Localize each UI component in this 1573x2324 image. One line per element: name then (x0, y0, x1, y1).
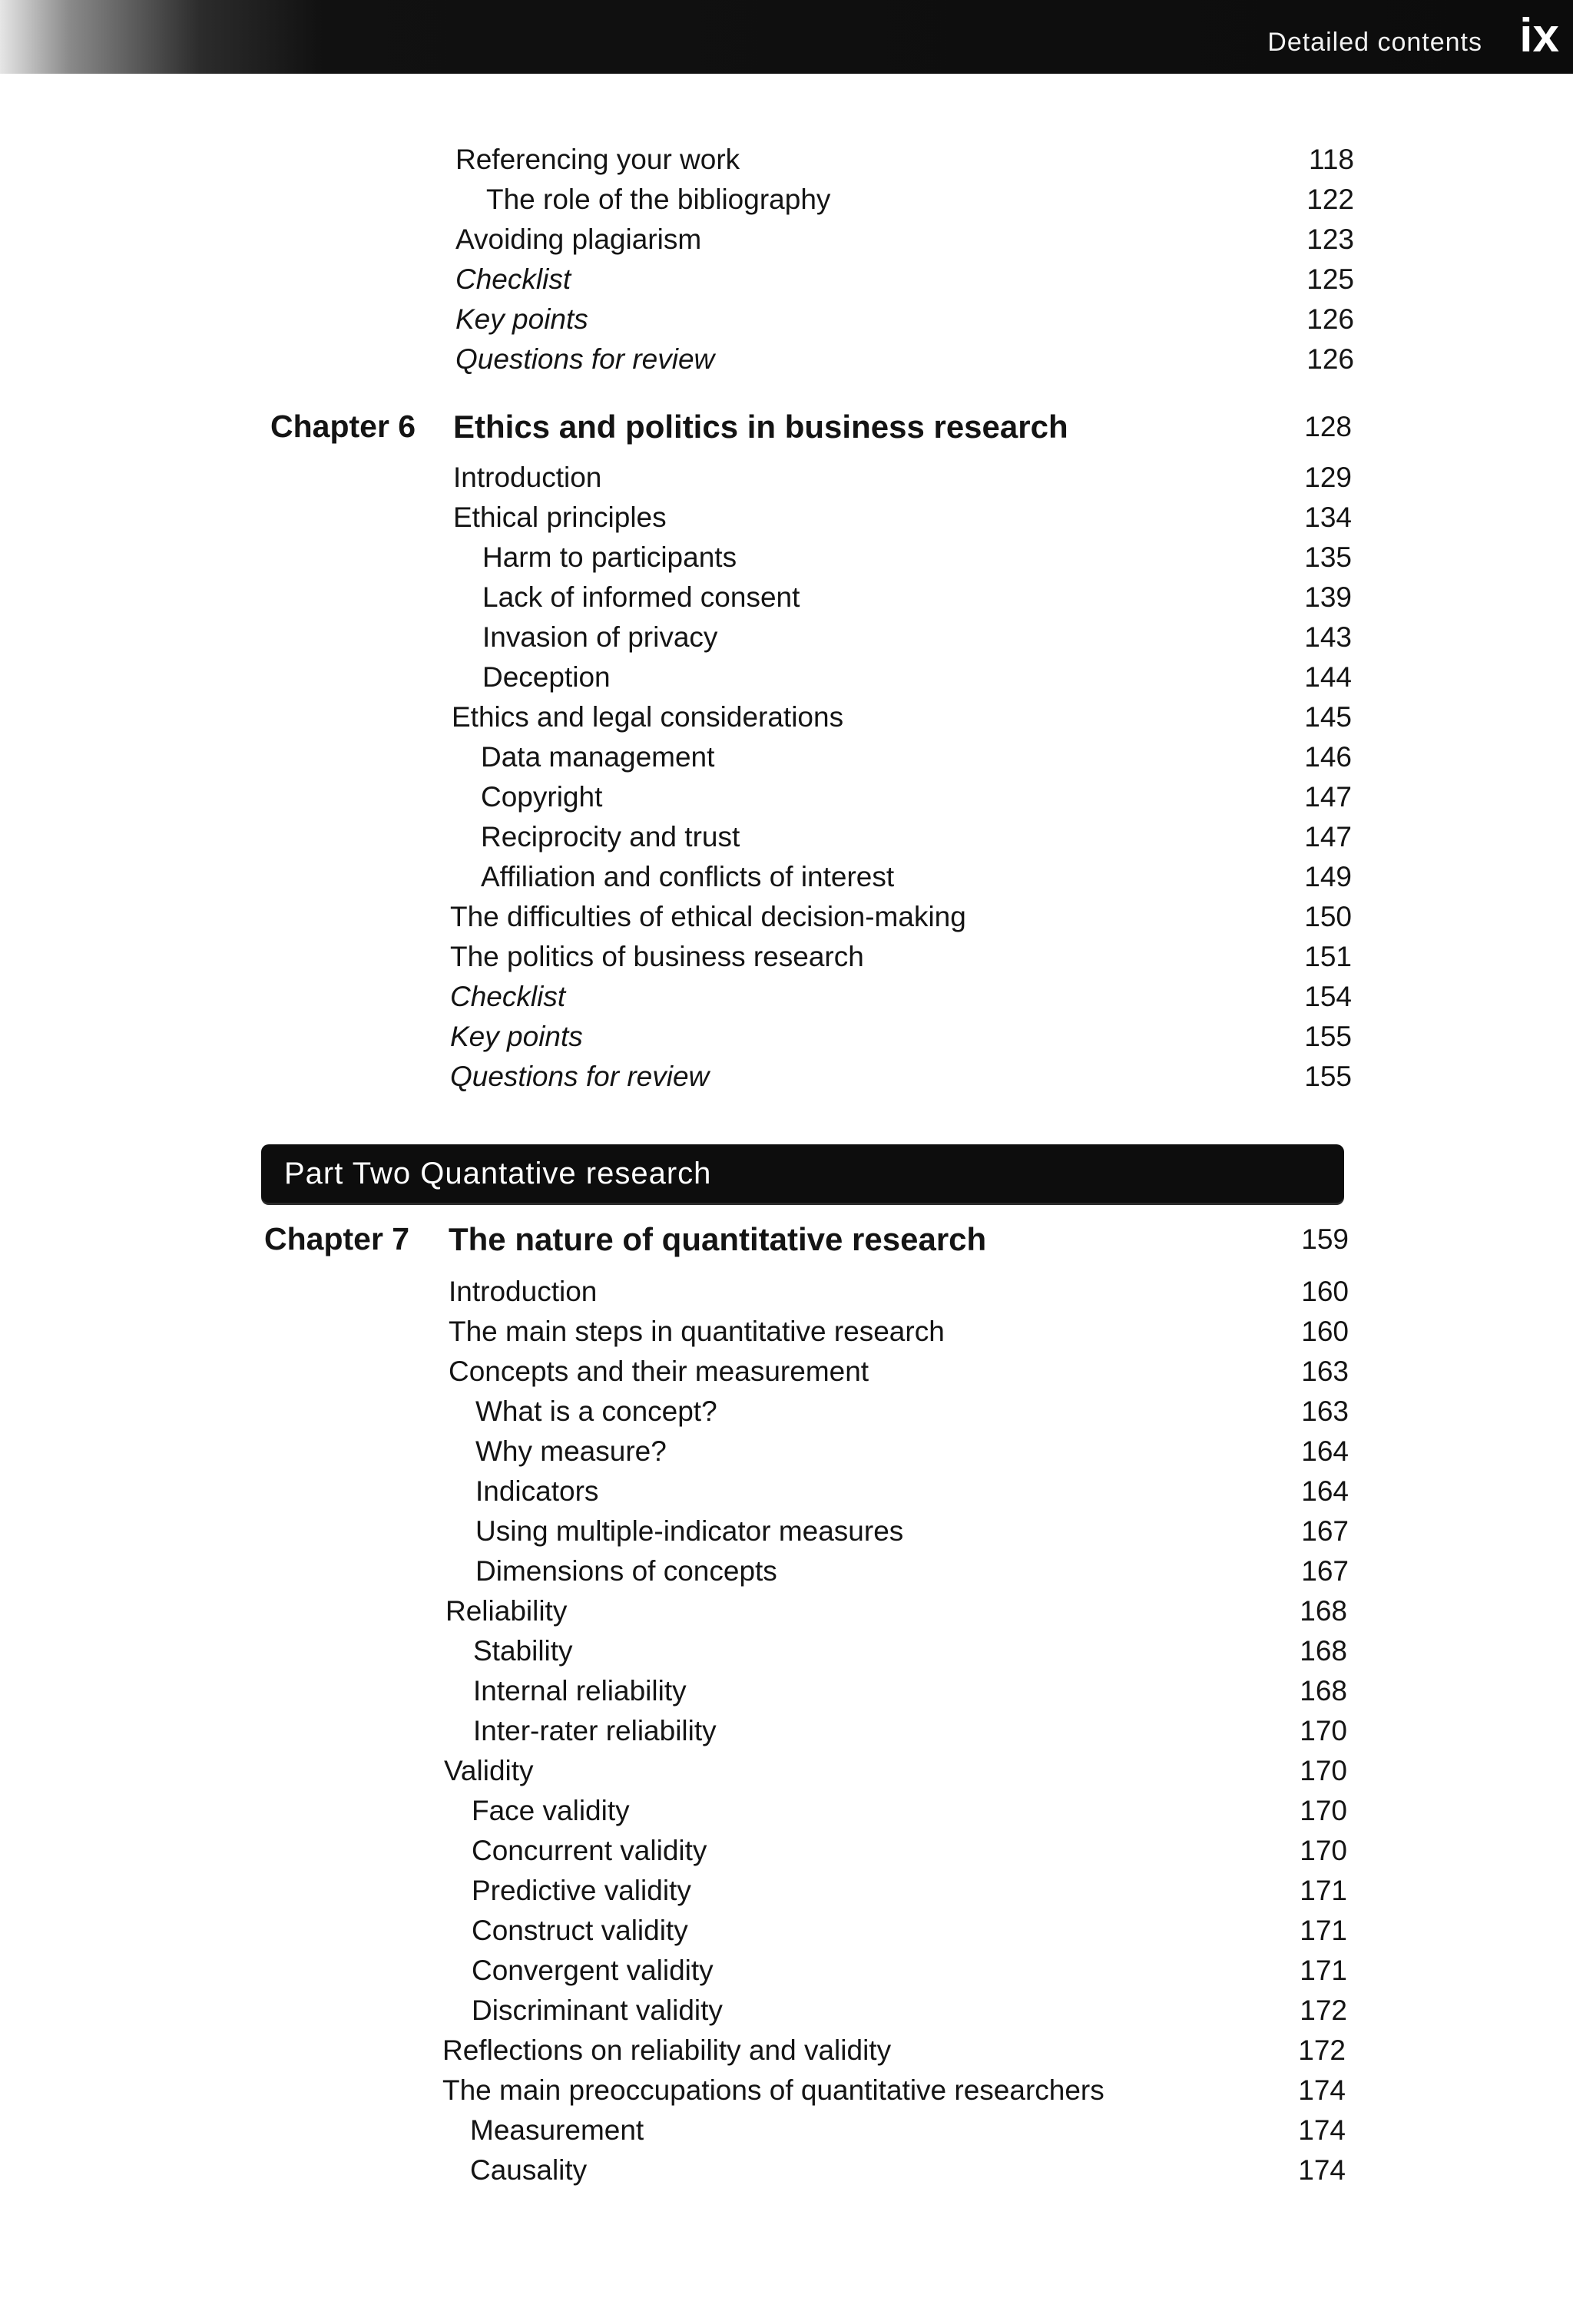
toc-entry-title: The main steps in quantitative research (449, 1316, 945, 1347)
toc-entry-title: Copyright (481, 781, 603, 813)
chapter-title-text: Ethics and politics in business research (453, 409, 1068, 445)
toc-entry-title: Ethics and legal considerations (452, 701, 844, 733)
toc-entry-title: Checklist (455, 263, 571, 295)
chapter-7-title[interactable] (449, 1220, 1349, 1260)
toc-entry[interactable] (453, 458, 1352, 498)
toc-entry-page: 174 (1298, 2114, 1346, 2146)
toc-entry-title: The difficulties of ethical decision-making (450, 901, 966, 932)
toc-subentry[interactable] (472, 1991, 1347, 2031)
toc-entry-title: Predictive validity (472, 1875, 691, 1906)
toc-entry-checklist[interactable] (450, 977, 1352, 1017)
toc-subentry[interactable] (482, 578, 1352, 617)
toc-entry-title: Ethical principles (453, 502, 667, 533)
toc-entry-title: Harm to participants (482, 541, 737, 573)
toc-entry-title: Introduction (453, 462, 602, 493)
toc-entry-title: Convergent validity (472, 1955, 714, 1986)
toc-entry-page: 150 (1304, 901, 1352, 932)
toc-entry-page: 123 (1306, 223, 1354, 255)
toc-entry-page: 139 (1304, 581, 1352, 613)
toc-entry-page: 147 (1304, 821, 1352, 852)
toc-entry-title: Concurrent validity (472, 1835, 707, 1866)
toc-entry-title: The main preoccupations of quantitative researchers (442, 2074, 1104, 2106)
toc-entry-title: Indicators (475, 1475, 599, 1507)
chapter-7-label: Chapter 7 (264, 1221, 410, 1256)
toc-entry-page: 160 (1301, 1276, 1349, 1307)
toc-entry-title: Checklist (450, 981, 566, 1012)
toc-entry-page: 155 (1304, 1061, 1352, 1092)
toc-entry-title: The role of the bibliography (486, 184, 831, 215)
toc-entry-page: 172 (1300, 1995, 1347, 2026)
toc-subentry[interactable] (472, 1791, 1347, 1831)
toc-entry-page: 145 (1304, 701, 1352, 733)
toc-entry-title: Affiliation and conflicts of interest (481, 861, 895, 892)
toc-entry-page: 125 (1306, 263, 1354, 295)
toc-subentry[interactable] (482, 657, 1352, 697)
toc-entry-page: 126 (1306, 303, 1354, 335)
toc-entry-page: 168 (1300, 1635, 1347, 1667)
toc-entry-page: 126 (1306, 343, 1354, 375)
chapter-6-label: Chapter 6 (270, 409, 416, 444)
toc-entry-key-points[interactable] (455, 300, 1354, 339)
toc-entry-page: 146 (1304, 741, 1352, 773)
toc-subentry[interactable] (475, 1392, 1349, 1432)
chapter-6-title[interactable] (453, 407, 1352, 447)
toc-entry-title: Inter-rater reliability (473, 1715, 717, 1746)
toc-subentry[interactable] (472, 1951, 1347, 1991)
toc-entry-page: 143 (1304, 621, 1352, 653)
toc-entry-title: What is a concept? (475, 1395, 717, 1427)
toc-entry-page: 167 (1301, 1555, 1349, 1587)
toc-entry-title: Reflections on reliability and validity (442, 2034, 892, 2066)
toc-entry[interactable] (449, 1272, 1349, 1312)
toc-entry-title: Face validity (472, 1795, 630, 1826)
toc-subentry[interactable] (472, 1911, 1347, 1951)
chapter-title-page: 128 (1304, 411, 1352, 442)
toc-subentry[interactable] (470, 2150, 1346, 2190)
toc-entry-page: 167 (1301, 1515, 1349, 1547)
toc-entry-title: Concepts and their measurement (449, 1356, 869, 1387)
toc-entry[interactable] (455, 140, 1354, 180)
toc-entry-title: Questions for review (450, 1061, 710, 1092)
toc-entry-page: 170 (1300, 1795, 1347, 1826)
toc-entry-page: 155 (1304, 1021, 1352, 1052)
part-title: Part Two Quantative research (284, 1157, 712, 1190)
toc-entry-title: Stability (473, 1635, 573, 1667)
toc-entry-title: Key points (455, 303, 588, 335)
toc-entry-page: 147 (1304, 781, 1352, 813)
toc-entry-title: Avoiding plagiarism (455, 223, 702, 255)
toc-entry-page: 170 (1300, 1715, 1347, 1746)
toc-subentry[interactable] (473, 1631, 1347, 1671)
toc-entry-page: 170 (1300, 1755, 1347, 1786)
toc-entry-page: 174 (1298, 2074, 1346, 2106)
toc-entry[interactable] (449, 1352, 1349, 1392)
toc-subentry[interactable] (475, 1472, 1349, 1511)
toc-entry-title: Introduction (449, 1276, 598, 1307)
toc-entry-page: 160 (1301, 1316, 1349, 1347)
toc-entry-key-points[interactable] (450, 1017, 1352, 1057)
toc-entry-page: 172 (1298, 2034, 1346, 2066)
toc-entry-title: Validity (444, 1755, 534, 1786)
toc-entry[interactable] (445, 1591, 1347, 1631)
toc-subentry[interactable] (472, 1831, 1347, 1871)
toc-entry[interactable] (449, 1312, 1349, 1352)
running-title: Detailed contents (1267, 28, 1482, 57)
toc-entry[interactable] (452, 697, 1352, 737)
toc-entry-title: The politics of business research (450, 941, 864, 972)
toc-entry-title: Reciprocity and trust (481, 821, 740, 852)
toc-subentry[interactable] (473, 1671, 1347, 1711)
toc-subentry[interactable] (475, 1551, 1349, 1591)
toc-entry-page: 122 (1306, 184, 1354, 215)
toc-entry-title: Lack of informed consent (482, 581, 800, 613)
toc-entry-page: 118 (1309, 144, 1354, 175)
toc-entry[interactable] (444, 1751, 1347, 1791)
toc-entry[interactable] (442, 2031, 1346, 2071)
toc-subentry[interactable] (475, 1511, 1349, 1551)
toc-subentry[interactable] (481, 817, 1352, 857)
toc-entry-page: 171 (1300, 1915, 1347, 1946)
toc-entry-title: Internal reliability (473, 1675, 687, 1707)
toc-entry-page: 171 (1300, 1875, 1347, 1906)
toc-subentry[interactable] (473, 1711, 1347, 1751)
toc-entry-page: 154 (1304, 981, 1352, 1012)
toc-entry-title: Key points (450, 1021, 583, 1052)
toc-entry-title: Discriminant validity (472, 1995, 723, 2026)
toc-entry-checklist[interactable] (455, 260, 1354, 300)
toc-entry-title: Using multiple-indicator measures (475, 1515, 904, 1547)
toc-subentry[interactable] (475, 1432, 1349, 1472)
toc-entry-title: Invasion of privacy (482, 621, 718, 653)
toc-subentry[interactable] (472, 1871, 1347, 1911)
page-number: ix (1519, 9, 1559, 62)
part-two-banner[interactable] (261, 1144, 1344, 1203)
toc-entry-title: Causality (470, 2154, 588, 2186)
toc-entry-title: Deception (482, 661, 611, 693)
toc-entry-questions[interactable] (450, 1057, 1352, 1097)
toc-subentry[interactable] (481, 737, 1352, 777)
toc-entry-title: Construct validity (472, 1915, 688, 1946)
toc-subentry[interactable] (482, 617, 1352, 657)
toc-subentry[interactable] (481, 777, 1352, 817)
toc-entry[interactable] (442, 2071, 1346, 2110)
toc-entry[interactable] (455, 220, 1354, 260)
toc-entry-page: 168 (1300, 1595, 1347, 1627)
toc-entry-page: 135 (1304, 541, 1352, 573)
toc-entry-page: 164 (1301, 1475, 1349, 1507)
toc-entry-page: 163 (1301, 1356, 1349, 1387)
toc-entry-title: Questions for review (455, 343, 715, 375)
toc-entry-page: 144 (1304, 661, 1352, 693)
chapter-title-text: The nature of quantitative research (449, 1221, 987, 1257)
toc-entry-page: 171 (1300, 1955, 1347, 1986)
toc-subentry[interactable] (486, 180, 1354, 220)
toc-entry-page: 164 (1301, 1435, 1349, 1467)
toc-subentry[interactable] (481, 857, 1352, 897)
toc-entry-title: Dimensions of concepts (475, 1555, 777, 1587)
toc-entry[interactable] (450, 897, 1352, 937)
toc-entry-page: 149 (1304, 861, 1352, 892)
toc-entry[interactable] (453, 498, 1352, 538)
toc-entry-page: 174 (1298, 2154, 1346, 2186)
toc-entry-title: Referencing your work (455, 144, 740, 175)
toc-subentry[interactable] (470, 2110, 1346, 2150)
toc-entry-page: 129 (1304, 462, 1352, 493)
toc-entry-title: Reliability (445, 1595, 568, 1627)
toc-entry-title: Why measure? (475, 1435, 667, 1467)
running-header-bar (0, 0, 1573, 74)
toc-entry-page: 163 (1301, 1395, 1349, 1427)
toc-entry-page: 134 (1304, 502, 1352, 533)
chapter-title-page: 159 (1301, 1223, 1349, 1255)
toc-entry[interactable] (450, 937, 1352, 977)
toc-entry-title: Data management (481, 741, 715, 773)
toc-subentry[interactable] (482, 538, 1352, 578)
toc-entry-page: 168 (1300, 1675, 1347, 1707)
toc-entry-title: Measurement (470, 2114, 644, 2146)
toc-entry-page: 151 (1304, 941, 1352, 972)
toc-entry-questions[interactable] (455, 339, 1354, 379)
toc-entry-page: 170 (1300, 1835, 1347, 1866)
